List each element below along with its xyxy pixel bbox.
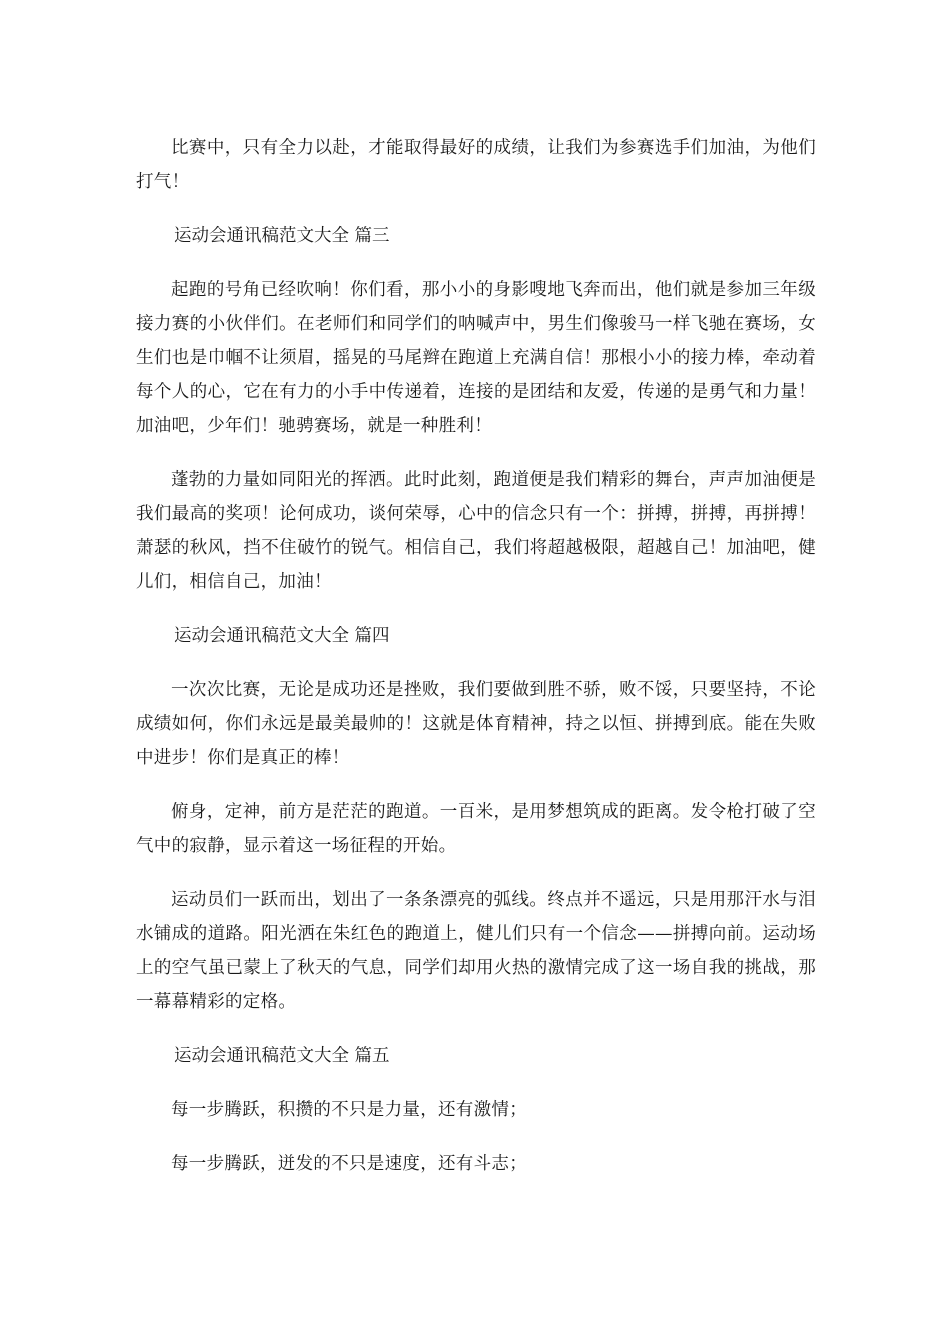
- paragraph: 俯身，定神，前方是茫茫的跑道。一百米，是用梦想筑成的距离。发令枪打破了空气中的寂静，显示着这一场征程的开始。: [136, 802, 816, 856]
- paragraph: 比赛中，只有全力以赴，才能取得最好的成绩，让我们为参赛选手们加油，为他们打气！: [136, 138, 816, 192]
- section-heading: 运动会通讯稿范文大全 篇五: [174, 1046, 390, 1066]
- paragraph: 起跑的号角已经吹响！你们看，那小小的身影嗖地飞奔而出，他们就是参加三年级接力赛的小伙伴们。在老师们和同学们的呐喊声中，男生们像骏马一样飞驰在赛场，女生们也是巾帼不让须眉，摇晃的马尾辫在跑道上充满自信！那根小小的接力棒，牵动着每个人的心，它在有力的小手中传递着，连接的是团结和友爱，传递的是勇气和力量！加油吧，少年们！驰骋赛场，就是一种胜利！: [136, 280, 816, 436]
- paragraph: 蓬勃的力量如同阳光的挥洒。此时此刻，跑道便是我们精彩的舞台，声声加油便是我们最高的奖项！论何成功，谈何荣辱，心中的信念只有一个：拼搏，拼搏，再拼搏！萧瑟的秋风，挡不住破竹的锐气。相信自己，我们将超越极限，超越自己！加油吧，健儿们，相信自己，加油！: [136, 470, 816, 592]
- paragraph: 一次次比赛，无论是成功还是挫败，我们要做到胜不骄，败不馁，只要坚持，不论成绩如何，你们永远是最美最帅的！这就是体育精神，持之以恒、拼搏到底。能在失败中进步！你们是真正的棒！: [136, 680, 816, 768]
- section-heading: 运动会通讯稿范文大全 篇四: [174, 626, 390, 646]
- verse-line: 每一步腾跃，迸发的不只是速度，还有斗志；: [171, 1154, 527, 1174]
- paragraph: 运动员们一跃而出，划出了一条条漂亮的弧线。终点并不遥远，只是用那汗水与泪水铺成的道路。阳光洒在朱红色的跑道上，健儿们只有一个信念——拼搏向前。运动场上的空气虽已蒙上了秋天的气息，同学们却用火热的激情完成了这一场自我的挑战，那一幕幕精彩的定格。: [136, 890, 816, 1012]
- section-heading: 运动会通讯稿范文大全 篇三: [174, 226, 390, 246]
- verse-line: 每一步腾跃，积攒的不只是力量，还有激情；: [171, 1100, 527, 1120]
- document-page: [136, 131, 816, 1201]
